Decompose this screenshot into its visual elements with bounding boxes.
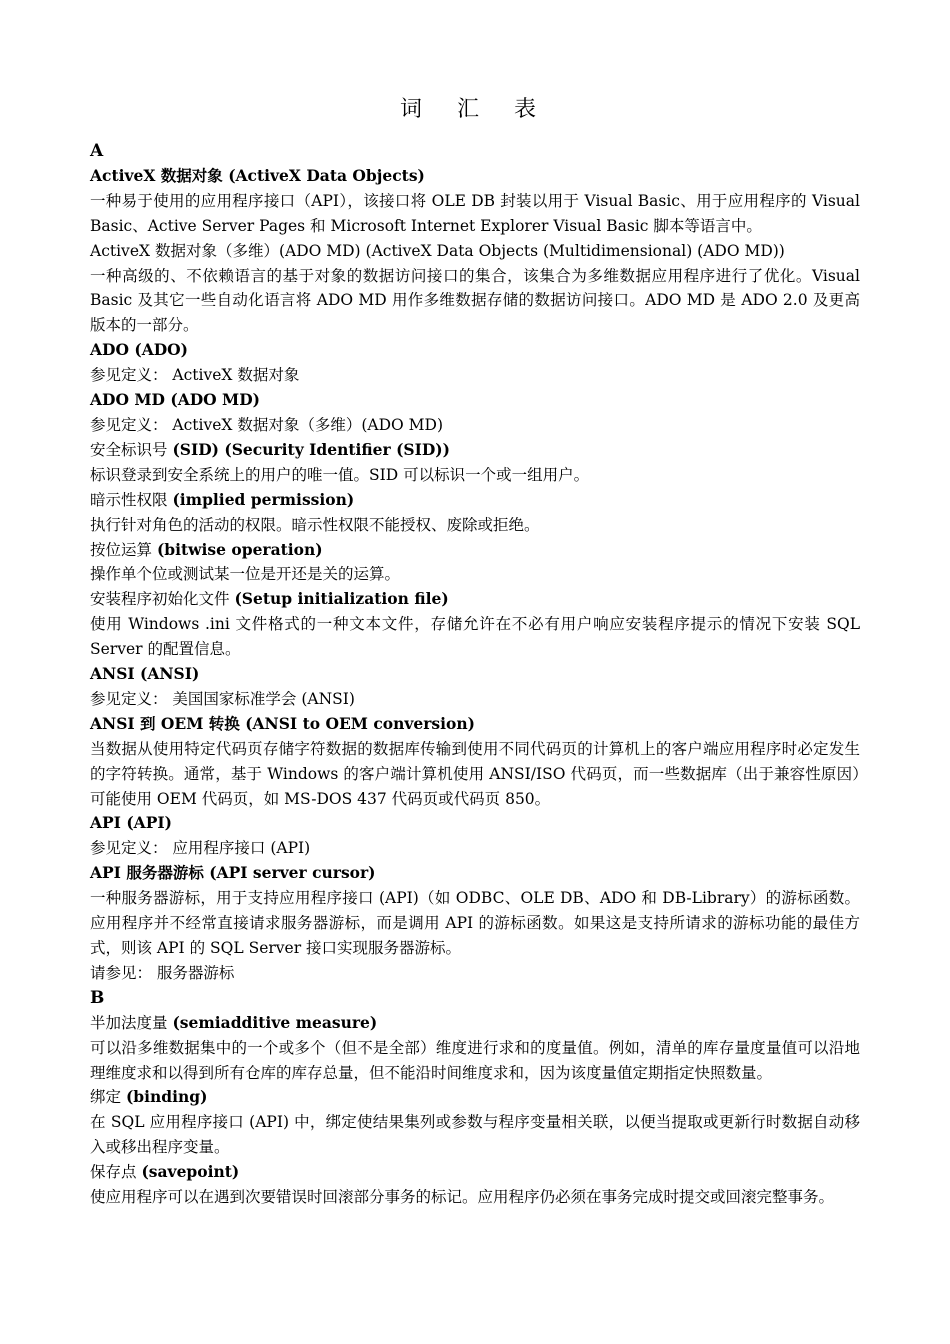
entry-definition: 使用 Windows .ini 文件格式的一种文本文件，存储允许在不必有用户响应安装程序提示的情况下安装 SQL Server 的配置信息。 — [90, 615, 860, 659]
entry-term: API 服务器游标 (API server cursor) — [90, 863, 376, 883]
entry-term-en: (binding) — [125, 1087, 208, 1107]
entry-term-en: (bitwise operation) — [156, 539, 323, 559]
entry-term — [90, 1085, 860, 1110]
entry-term — [90, 1160, 860, 1185]
entry-definition: 执行针对角色的活动的权限。暗示性权限不能授权、废除或拒绝。 — [90, 515, 540, 534]
section-letter: A — [90, 141, 104, 161]
entry-term: ANSI (ANSI) — [90, 664, 200, 684]
entry-term-cn: 保存点 — [90, 1163, 137, 1182]
entry-term-en: (implied permission) — [172, 489, 355, 509]
entry-term-cn: 按位运算 — [90, 540, 153, 559]
entry-term: ADO (ADO) — [90, 340, 189, 360]
entry-definition: 操作单个位或测试某一位是开还是关的运算。 — [90, 565, 401, 584]
section-letter: B — [90, 987, 105, 1008]
entry-term-en: (semiadditive measure) — [172, 1012, 378, 1032]
entry-term-en: (SID) (Security Identifier (SID)) — [172, 439, 450, 459]
entry-definition: 一种高级的、不依赖语言的基于对象的数据访问接口的集合，该集合为多维数据应用程序进行了优化。Visual Basic 及其它一些自动化语言将 ADO MD 用作多维数据存储的数据访问接口。ADO MD 是 ADO 2.0 及更高版本的一部分。 — [90, 266, 860, 335]
entry-definition: 参见定义： 应用程序接口 (API) — [90, 839, 311, 858]
entry-definition: 使应用程序可以在遇到次要错误时回滚部分事务的标记。应用程序仍必须在事务完成时提交或回滚完整事务。 — [90, 1188, 835, 1207]
entry-term — [90, 587, 860, 612]
entry-term: API (API) — [90, 813, 172, 833]
entry-term: ActiveX 数据对象 (ActiveX Data Objects) — [90, 165, 425, 185]
entry-term-cn: 半加法度量 — [90, 1013, 168, 1032]
entry-term: ANSI 到 OEM 转换 (ANSI to OEM conversion) — [90, 713, 475, 733]
entry-definition: 参见定义： ActiveX 数据对象（多维）(ADO MD) — [90, 415, 444, 434]
entry-term-en: (Setup initialization file) — [234, 589, 449, 609]
entry-definition: 参见定义： 美国国家标准学会 (ANSI) — [90, 689, 355, 708]
glossary-content — [90, 139, 860, 1210]
entry-definition: 一种易于使用的应用程序接口（API），该接口将 OLE DB 封装以用于 Visual Basic、用于应用程序的 Visual Basic、Active Server Pages 和 Microsoft Internet Explorer Visual Basic 脚本等语言中。 — [90, 191, 860, 235]
entry-term — [90, 488, 860, 513]
entry-definition: 可以沿多维数据集中的一个或多个（但不是全部）维度进行求和的度量值。例如，清单的库存量度量值可以沿地理维度求和以得到所有仓库的库存总量，但不能沿时间维度求和，因为该度量值定期指定快照数量。 — [90, 1038, 860, 1082]
entry-term — [90, 1011, 860, 1036]
entry-term-en: (savepoint) — [141, 1162, 240, 1182]
entry-definition: 在 SQL 应用程序接口 (API) 中，绑定使结果集列或参数与程序变量相关联，以便当提取或更新行时数据自动移入或移出程序变量。 — [90, 1113, 860, 1157]
entry-term-cn: 安全标识号 — [90, 440, 168, 459]
entry-definition: 参见定义： ActiveX 数据对象 — [90, 366, 300, 385]
page-title: 词 汇 表 — [400, 97, 550, 122]
entry-term-cn: 绑定 — [90, 1088, 122, 1107]
entry-term: ADO MD (ADO MD) — [90, 390, 260, 410]
entry-term-cn: 暗示性权限 — [90, 490, 168, 509]
entry-see-also: 请参见： 服务器游标 — [90, 963, 235, 982]
entry-term: ActiveX 数据对象（多维）(ADO MD) (ActiveX Data Objects (Multidimensional) (ADO MD)) — [90, 241, 785, 260]
entry-definition: 一种服务器游标，用于支持应用程序接口 (API)（如 ODBC、OLE DB、ADO 和 DB-Library）的游标函数。应用程序并不经常直接请求服务器游标，而是调用 API 的游标函数。如果这是支持所请求的游标功能的最佳方式，则该 API 的 SQL Server 接口实现服务器游标。 — [90, 889, 860, 957]
entry-definition: 标识登录到安全系统上的用户的唯一值。SID 可以标识一个或一组用户。 — [90, 465, 590, 484]
entry-definition: 当数据从使用特定代码页存储字符数据的数据库传输到使用不同代码页的计算机上的客户端应用程序时必定发生的字符转换。通常，基于 Windows 的客户端计算机使用 ANSI/ISO 代码页，而一些数据库（出于兼容性原因）可能使用 OEM 代码页，如 MS-DOS 437 代码页或代码页 850。 — [90, 739, 860, 808]
entry-term — [90, 438, 860, 463]
entry-term-cn: 安装程序初始化文件 — [90, 590, 230, 609]
entry-term — [90, 538, 860, 563]
